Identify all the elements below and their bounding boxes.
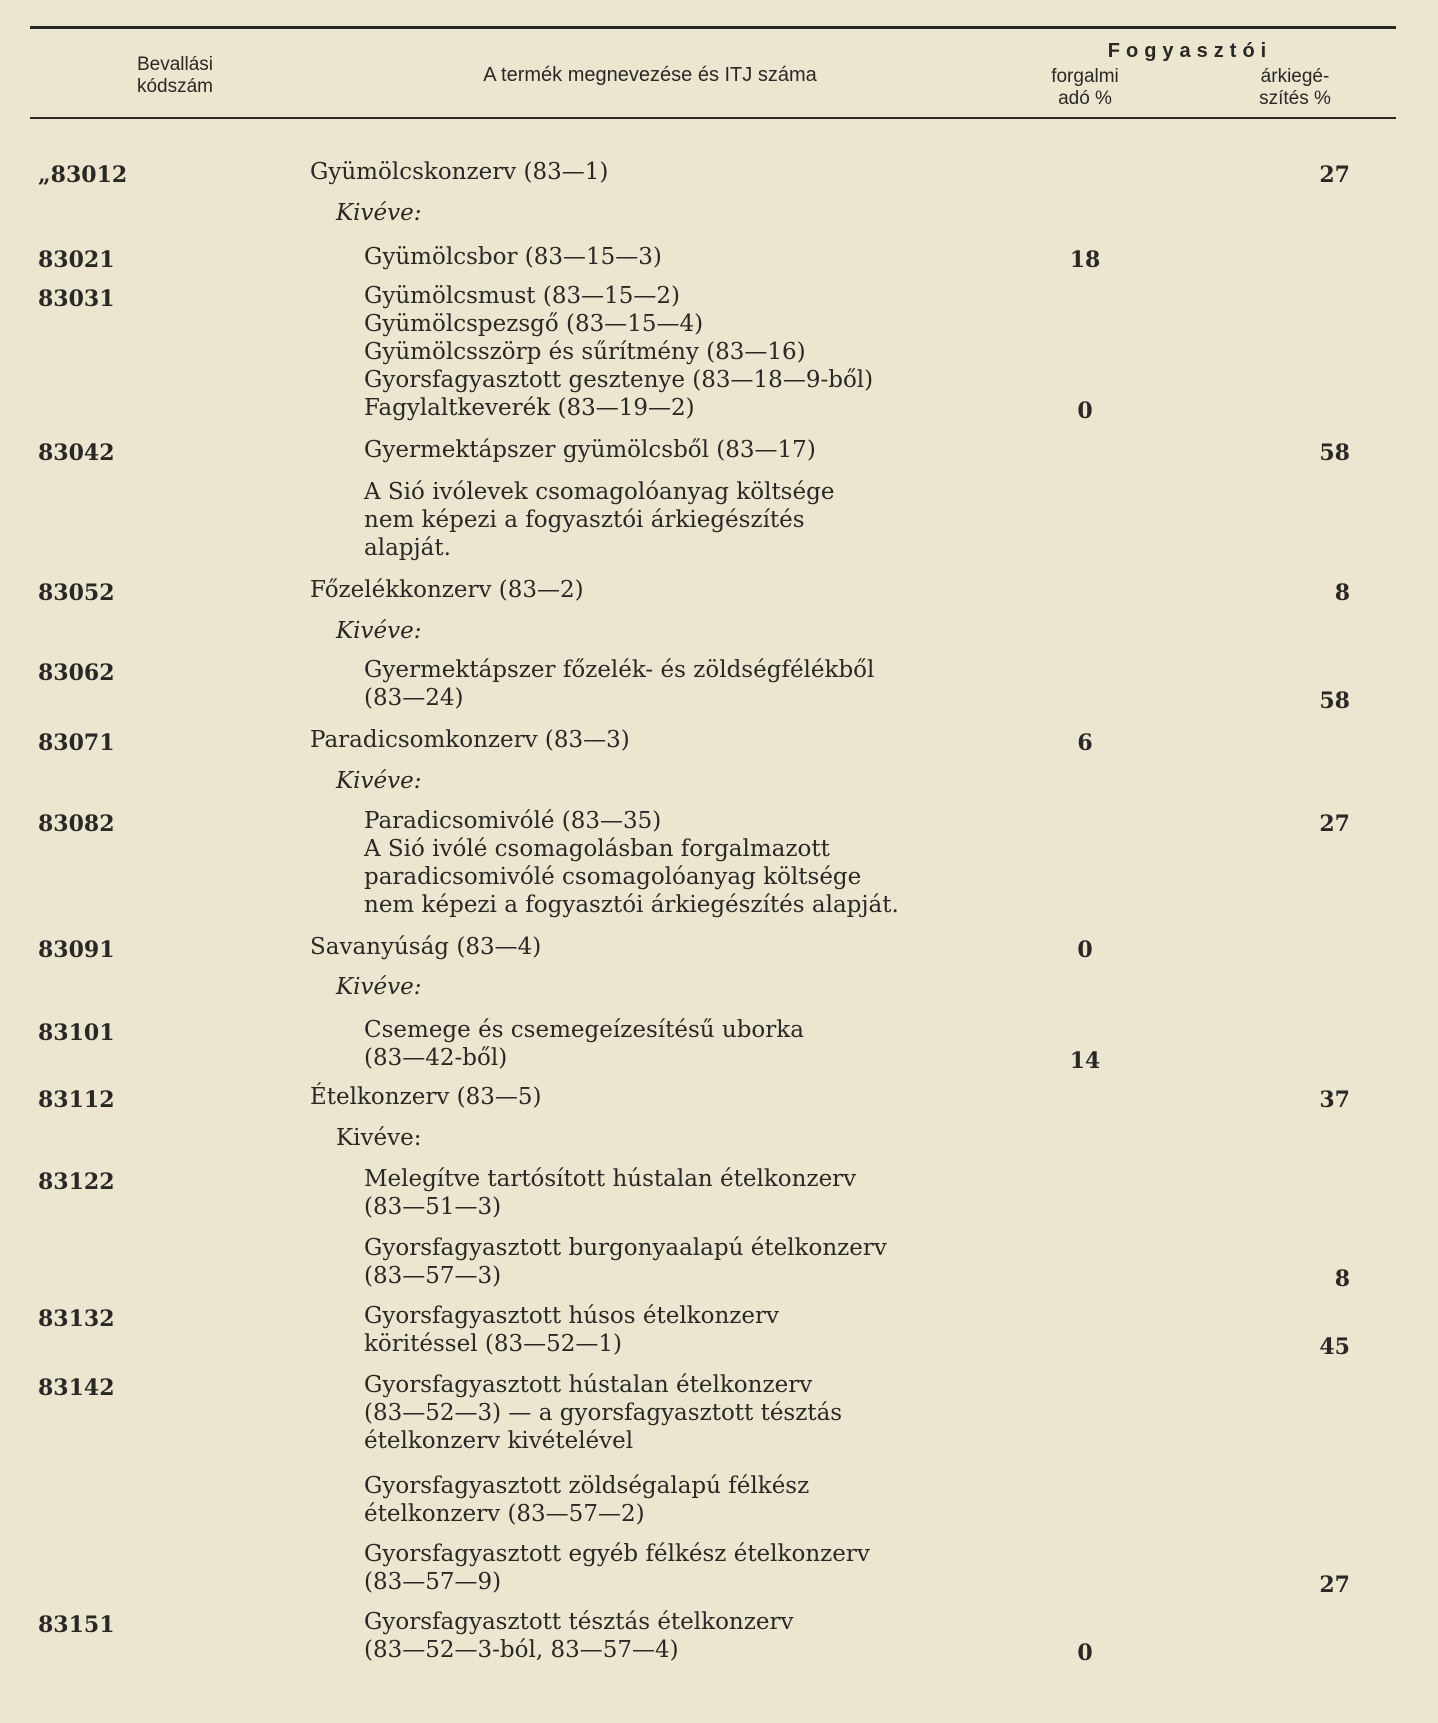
product-name-line: Gyorsfagyasztott burgonyaalapú ételkonzerv bbox=[364, 1235, 887, 1261]
product-name-line: nem képezi a fogyasztói árkiegészítés alapját. bbox=[364, 892, 899, 918]
product-name bbox=[364, 282, 1024, 422]
tax-value: 18 bbox=[1069, 247, 1101, 273]
product-name-line: Csemege és csemegeízesítésű uborka bbox=[364, 1017, 804, 1043]
product-name-line: Gyorsfagyasztott gesztenye (83—18—9-ből) bbox=[364, 367, 874, 393]
ark-value: 8 bbox=[1334, 1266, 1350, 1292]
product-name bbox=[336, 767, 1016, 795]
header-rule bbox=[30, 117, 1396, 119]
product-name bbox=[364, 1016, 1024, 1072]
ark-value: 58 bbox=[1319, 688, 1350, 714]
ark-value: 58 bbox=[1319, 440, 1350, 466]
product-name-line: (83—57—9) bbox=[364, 1569, 502, 1595]
product-name bbox=[336, 973, 1016, 1001]
product-name-line: A Sió ivólevek csomagolóanyag költsége bbox=[364, 479, 835, 505]
product-name-line: ételkonzerv (83—57—2) bbox=[364, 1501, 645, 1527]
product-name-line: Kivéve: bbox=[336, 1125, 422, 1151]
product-name-line: Gyorsfagyasztott zöldségalapú félkész bbox=[364, 1473, 810, 1499]
ark-value: 45 bbox=[1319, 1334, 1350, 1360]
product-name-line: alapját. bbox=[364, 535, 451, 561]
tax-value: 0 bbox=[1077, 398, 1093, 424]
product-name bbox=[336, 199, 1016, 227]
code-cell: 83122 bbox=[38, 1169, 115, 1195]
code-cell: 83062 bbox=[38, 660, 115, 686]
product-name-line: (83—52—3-ból, 83—57—4) bbox=[364, 1637, 679, 1663]
code-cell: 83151 bbox=[38, 1612, 115, 1638]
header-name: A termék megnevezése és ITJ száma bbox=[483, 64, 817, 86]
product-name bbox=[364, 243, 1024, 271]
product-name-line: (83—51—3) bbox=[364, 1194, 502, 1220]
product-name-line: Gyümölcsmust (83—15—2) bbox=[364, 283, 680, 309]
ark-value: 27 bbox=[1319, 1572, 1350, 1598]
product-name bbox=[364, 656, 1024, 712]
ark-value: 8 bbox=[1334, 580, 1350, 606]
product-name-line: Kivéve: bbox=[336, 974, 422, 1000]
product-name-line: Gyümölcspezsgő (83—15—4) bbox=[364, 311, 704, 337]
product-name-line: Paradicsomkonzerv (83—3) bbox=[310, 727, 630, 753]
code-cell: 83071 bbox=[38, 730, 115, 756]
code-cell: 83031 bbox=[38, 286, 115, 312]
product-name-line: paradicsomivólé csomagolóanyag költsége bbox=[364, 864, 862, 890]
product-name-line: Kivéve: bbox=[336, 618, 422, 644]
product-name bbox=[310, 726, 1010, 754]
product-name-line: nem képezi a fogyasztói árkiegészítés bbox=[364, 507, 805, 533]
product-name bbox=[364, 1540, 1024, 1596]
code-cell: 83021 bbox=[38, 247, 115, 273]
product-name-line: Főzelékkonzerv (83—2) bbox=[310, 577, 584, 603]
product-name-line: Gyorsfagyasztott húsos ételkonzerv bbox=[364, 1303, 779, 1329]
code-cell: 83052 bbox=[38, 580, 115, 606]
tax-value: 0 bbox=[1077, 1640, 1093, 1666]
product-name-line: Gyümölcskonzerv (83—1) bbox=[310, 159, 609, 185]
product-name bbox=[364, 1234, 1024, 1290]
product-name-line: Gyermektápszer főzelék- és zöldségfélékből bbox=[364, 657, 875, 683]
product-name bbox=[364, 1165, 1024, 1221]
product-name bbox=[336, 617, 1016, 645]
product-name-line: (83—24) bbox=[364, 685, 464, 711]
product-name-line: Ételkonzerv (83—5) bbox=[310, 1084, 542, 1110]
product-name bbox=[364, 478, 1024, 562]
product-name-line: Gyorsfagyasztott egyéb félkész ételkonzerv bbox=[364, 1541, 870, 1567]
code-cell: 83042 bbox=[38, 440, 115, 466]
product-name bbox=[364, 1472, 1024, 1528]
product-name-line: Melegítve tartósított hústalan ételkonzerv bbox=[364, 1166, 857, 1192]
code-cell: 83082 bbox=[38, 811, 115, 837]
product-name bbox=[310, 158, 1010, 186]
product-name bbox=[364, 1608, 1024, 1664]
product-name-line: Kivéve: bbox=[336, 768, 422, 794]
code-cell: „83012 bbox=[38, 162, 128, 188]
product-name-line: (83—52—3) — a gyorsfagyasztott tésztás bbox=[364, 1400, 843, 1426]
product-name bbox=[364, 1371, 1024, 1455]
product-name-line: A Sió ivólé csomagolásban forgalmazott bbox=[364, 836, 830, 862]
product-name-line: Gyermektápszer gyümölcsből (83—17) bbox=[364, 437, 816, 463]
product-name-line: ételkonzerv kivételével bbox=[364, 1428, 634, 1454]
product-name-line: Gyorsfagyasztott tésztás ételkonzerv bbox=[364, 1609, 794, 1635]
product-name-line: köritéssel (83—52—1) bbox=[364, 1331, 622, 1357]
product-name bbox=[310, 1083, 1010, 1111]
product-name-line: Kivéve: bbox=[336, 200, 422, 226]
code-cell: 83132 bbox=[38, 1306, 115, 1332]
tax-value: 6 bbox=[1077, 730, 1093, 756]
header-ark: árkiegé- szítés % bbox=[1259, 66, 1331, 109]
code-cell: 83142 bbox=[38, 1375, 115, 1401]
header-tax: forgalmi adó % bbox=[1051, 66, 1119, 109]
ark-value: 27 bbox=[1319, 811, 1350, 837]
tax-value: 14 bbox=[1069, 1048, 1101, 1074]
product-name-line: Paradicsomivólé (83—35) bbox=[364, 808, 662, 834]
product-name bbox=[310, 576, 1010, 604]
product-name bbox=[364, 436, 1024, 464]
ark-value: 27 bbox=[1319, 162, 1350, 188]
ark-value: 37 bbox=[1319, 1087, 1350, 1113]
product-name-line: Fagylaltkeverék (83—19—2) bbox=[364, 395, 695, 421]
top-rule bbox=[30, 26, 1396, 29]
product-name-line: Gyorsfagyasztott hústalan ételkonzerv bbox=[364, 1372, 813, 1398]
code-cell: 83112 bbox=[38, 1087, 115, 1113]
product-name bbox=[364, 807, 1024, 919]
product-name bbox=[336, 1124, 1016, 1152]
product-name-line: (83—42-ből) bbox=[364, 1045, 508, 1071]
code-cell: 83091 bbox=[38, 937, 115, 963]
product-name-line: Gyümölcsbor (83—15—3) bbox=[364, 244, 662, 270]
tax-value: 0 bbox=[1077, 937, 1093, 963]
product-name-line: Savanyúság (83—4) bbox=[310, 934, 542, 960]
header-code: Bevallási kódszám bbox=[136, 54, 214, 97]
product-name-line: (83—57—3) bbox=[364, 1263, 502, 1289]
product-name-line: Gyümölcsszörp és sűrítmény (83—16) bbox=[364, 339, 806, 365]
product-name bbox=[364, 1302, 1024, 1358]
code-cell: 83101 bbox=[38, 1020, 115, 1046]
header-group: Fogyasztói bbox=[1107, 40, 1273, 62]
product-name bbox=[310, 933, 1010, 961]
